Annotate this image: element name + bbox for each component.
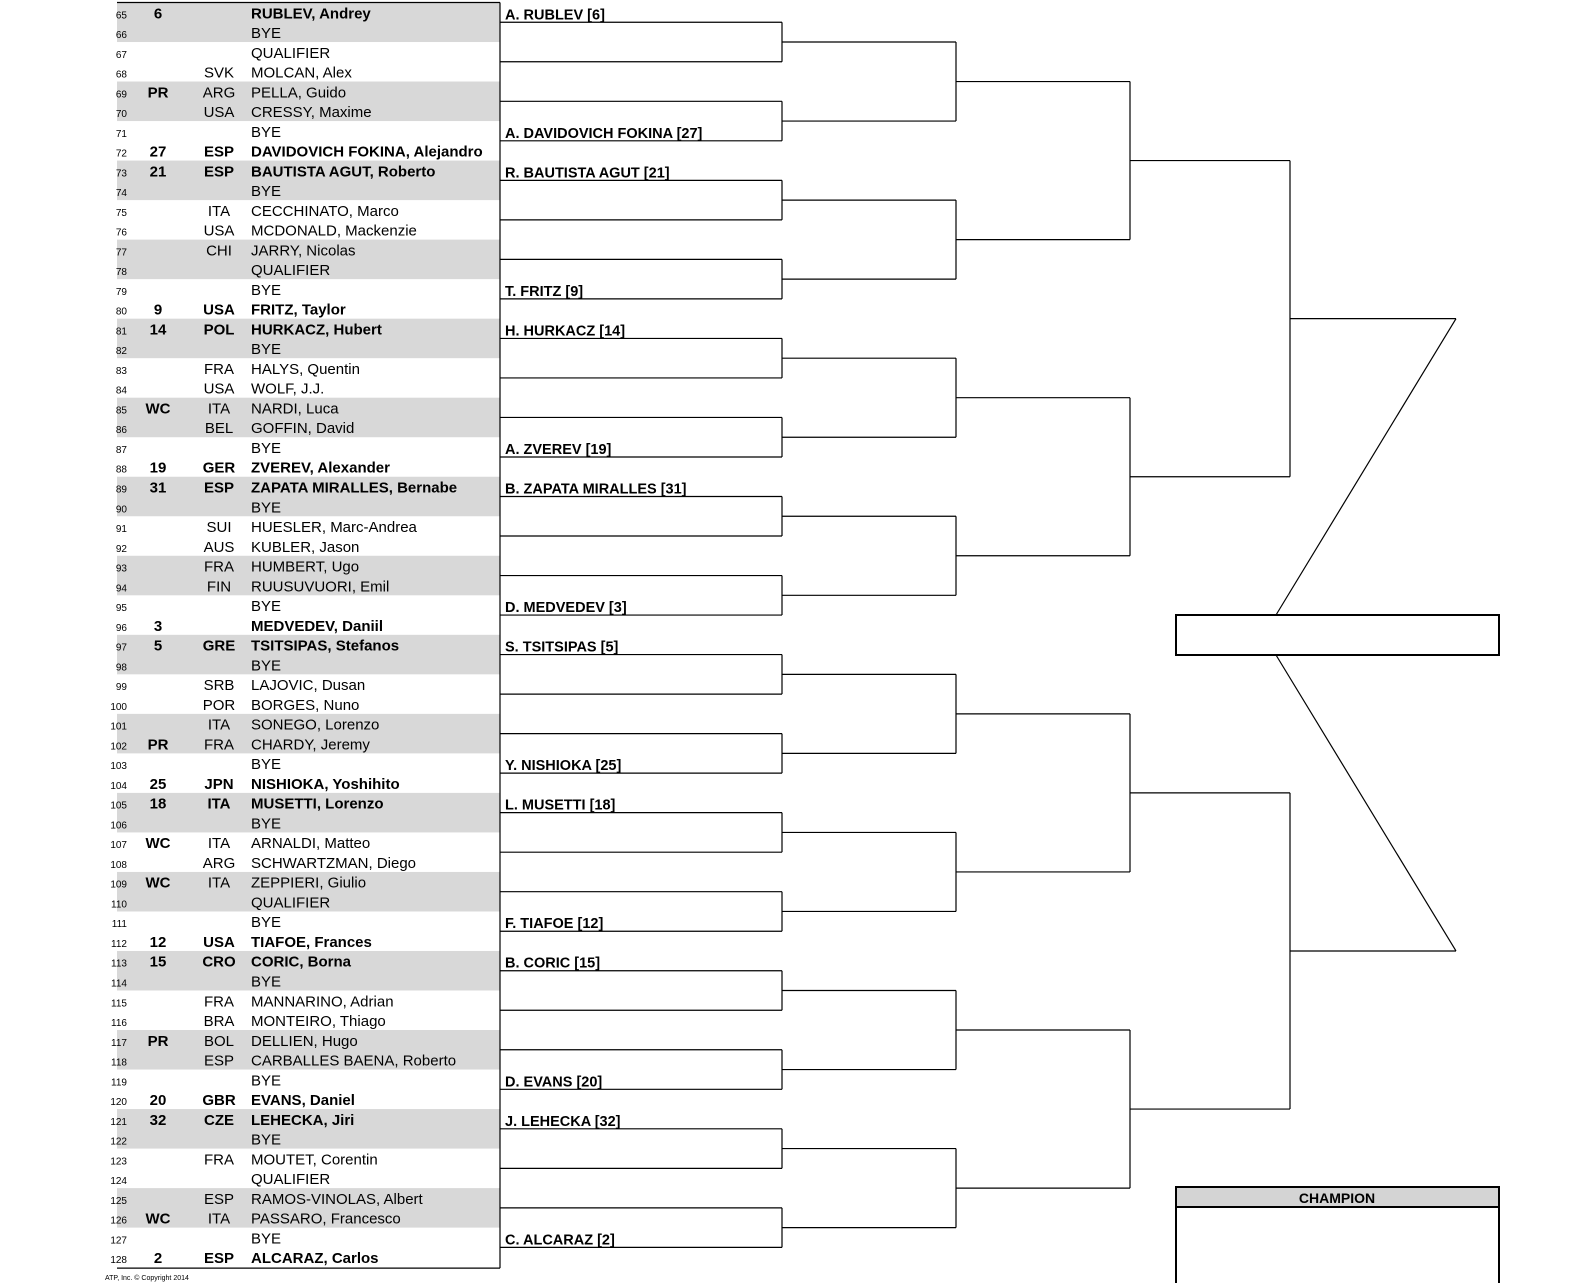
seed-label: WC [145,874,171,892]
country-code: ARG [202,854,236,872]
seed-label: 6 [153,5,163,23]
country-code: ARG [202,84,236,102]
player-name: SCHWARTZMAN, Diego [251,854,417,872]
player-name: PELLA, Guido [251,84,347,102]
player-row [110,756,281,773]
round2-winner: B. CORIC [15] [505,955,601,972]
country-code: ESP [203,143,235,161]
player-name: BYE [251,341,282,359]
player-name: LEHECKA, Jiri [251,1111,355,1129]
seed-label: WC [145,1210,171,1228]
draw-number: 96 [115,622,127,634]
champion-box [1176,1187,1499,1283]
draw-number: 95 [115,603,127,615]
country-code: ESP [203,479,235,497]
player-name: LAJOVIC, Dusan [251,677,366,695]
player-name: BORGES, Nuno [251,696,360,714]
player-row [110,1250,378,1267]
player-name: QUALIFIER [251,44,331,62]
round2-winner: L. MUSETTI [18] [505,797,616,814]
seed-label: 15 [149,953,167,971]
player-row [110,855,416,872]
country-code: USA [203,933,235,951]
final-box [1176,615,1499,655]
draw-number: 71 [115,128,127,140]
round2-winner: J. LEHECKA [32] [505,1113,621,1130]
player-name: CHARDY, Jeremy [251,736,370,754]
player-name: BYE [251,281,282,299]
player-row [116,65,352,82]
country-code: ITA [207,1210,231,1228]
player-row [116,539,360,556]
player-name: GOFFIN, David [251,420,355,438]
seed-label: 5 [153,637,163,655]
player-name: QUALIFIER [251,1171,331,1189]
player-name: TIAFOE, Frances [251,933,372,951]
player-row [116,361,360,378]
player-row [116,124,281,141]
player-name: QUALIFIER [251,262,331,280]
draw-number: 85 [115,405,127,417]
player-row [116,618,383,635]
seed-label: 32 [149,1111,167,1129]
draw-number: 87 [115,444,127,456]
country-code: ITA [207,202,231,220]
draw-number: 70 [115,109,127,121]
draw-number: 118 [111,1057,127,1069]
draw-number: 68 [115,69,127,81]
country-code: AUS [203,538,235,556]
draw-number: 91 [115,524,127,536]
round2-winner: S. TSITSIPAS [5] [505,639,619,656]
player-name: BYE [251,499,282,517]
seed-label: 25 [149,775,167,793]
player-row [110,1171,330,1188]
seed-label: WC [145,400,171,418]
country-code: POL [203,321,235,339]
player-name: NISHIOKA, Yoshihito [251,775,400,793]
player-name: HURKACZ, Hubert [251,321,382,339]
round2-winner: F. TIAFOE [12] [505,916,604,933]
draw-number: 76 [115,227,127,239]
champion-label: CHAMPION [1298,1190,1376,1206]
country-code: ESP [203,1052,235,1070]
draw-number: 116 [111,1018,127,1030]
player-name: BYE [251,1230,282,1248]
player-row [111,934,372,951]
player-name: HUMBERT, Ugo [251,558,360,576]
country-code: BEL [204,420,234,438]
player-name: ZVEREV, Alexander [251,459,390,477]
player-row [116,400,339,417]
draw-number: 106 [110,820,127,832]
player-name: RAMOS-VINOLAS, Albert [251,1190,423,1208]
round-2-advancers [505,7,703,1248]
player-name: CECCHINATO, Marco [251,202,399,220]
draw-number: 124 [110,1176,127,1188]
seed-label: 21 [149,163,167,181]
player-row [116,84,346,101]
draw-number: 81 [115,326,127,338]
player-name: KUBLER, Jason [251,538,360,556]
round2-winner: A. DAVIDOVICH FOKINA [27] [505,125,703,142]
country-code: BRA [203,1013,235,1031]
player-name: BYE [251,914,282,932]
draw-number: 99 [115,682,127,694]
country-code: ITA [207,716,231,734]
country-code: FRA [204,993,234,1011]
country-code: FRA [204,1151,234,1169]
seed-label: PR [147,1032,169,1050]
draw-number: 84 [115,385,127,397]
player-row [116,163,436,180]
seed-label: 27 [149,143,167,161]
player-name: MEDVEDEV, Daniil [251,617,383,635]
player-name: MCDONALD, Mackenzie [251,222,417,240]
draw-number: 94 [115,583,127,595]
country-code: JPN [204,775,234,793]
draw-number: 102 [110,741,127,753]
draw-number: 127 [110,1235,127,1247]
country-code: GBR [202,1092,236,1110]
draw-number: 80 [115,306,127,318]
round2-winner: H. HURKACZ [14] [505,323,626,340]
player-name: TSITSIPAS, Stefanos [251,637,400,655]
player-row [116,460,390,477]
player-name: MANNARINO, Adrian [251,993,394,1011]
player-row [110,1211,400,1228]
country-code: BOL [203,1032,235,1050]
country-code: POR [202,696,236,714]
player-row [110,1092,355,1109]
country-code: ESP [203,1250,235,1268]
draw-number: 105 [110,800,127,812]
player-row [116,598,281,615]
seed-label: 12 [149,933,167,951]
player-name: ALCARAZ, Carlos [251,1250,379,1268]
player-name: MOUTET, Corentin [251,1151,378,1169]
player-name: BYE [251,1072,282,1090]
draw-number: 110 [111,899,127,911]
player-name: BYE [251,598,282,616]
seed-label: 31 [149,479,167,497]
draw-number: 74 [115,188,127,200]
country-code: FRA [204,558,234,576]
draw-number: 72 [115,148,127,160]
seed-label: 14 [149,321,167,339]
draw-number: 67 [115,49,127,61]
player-name: BYE [251,25,282,43]
player-row [116,45,330,62]
player-name: ZEPPIERI, Giulio [251,874,367,892]
draw-number: 115 [111,998,127,1010]
draw-number: 114 [111,978,127,990]
draw-number: 107 [110,840,127,852]
draw-number: 112 [111,938,127,950]
player-name: ZAPATA MIRALLES, Bernabe [251,479,458,497]
player-name: HALYS, Quentin [251,360,360,378]
draw-number: 86 [115,425,127,437]
final-diagonal-top [1276,319,1456,615]
seed-label: 20 [149,1092,167,1110]
player-name: WOLF, J.J. [251,380,325,398]
player-name: BYE [251,756,282,774]
player-row [116,203,399,220]
player-row [116,519,418,536]
player-row [116,638,399,655]
draw-number: 65 [115,10,127,22]
draw-number: 108 [110,859,127,871]
seed-label: PR [147,736,169,754]
country-code: USA [203,104,235,122]
draw-number: 101 [110,721,127,733]
country-code: CRO [202,953,236,971]
seed-label: 18 [149,795,167,813]
draw-number: 77 [115,247,127,259]
player-name: BYE [251,1131,282,1149]
round2-winner: A. RUBLEV [6] [505,7,605,24]
player-row [112,914,281,931]
draw-number: 128 [110,1255,127,1267]
seed-label: 9 [153,301,163,319]
player-name: BYE [251,183,282,201]
round2-winner: D. MEDVEDEV [3] [505,600,627,617]
player-row [110,1230,281,1247]
player-row [110,1151,377,1168]
round2-winner: A. ZVEREV [19] [505,441,612,458]
player-name: FRITZ, Taylor [251,301,346,319]
player-name: NARDI, Luca [251,400,339,418]
round2-winner: B. ZAPATA MIRALLES [31] [505,481,687,498]
country-code: SVK [203,64,235,82]
draw-number: 89 [115,484,127,496]
draw-number: 109 [110,879,127,891]
draw-number: 104 [110,780,127,792]
player-row [116,302,346,319]
round2-winner: T. FRITZ [9] [505,283,584,300]
draw-number: 113 [111,958,127,970]
draw-number: 97 [115,642,127,654]
player-row [116,282,281,299]
seed-label: 19 [149,459,167,477]
player-row [110,776,399,793]
country-code: SUI [206,519,232,537]
country-code: ITA [207,400,231,418]
player-name: MUSETTI, Lorenzo [251,795,384,813]
draw-number: 119 [111,1077,127,1089]
player-name: BYE [251,973,282,991]
country-code: FRA [204,360,234,378]
country-code: GER [202,459,236,477]
player-name: CARBALLES BAENA, Roberto [251,1052,457,1070]
draw-number: 78 [115,267,127,279]
player-name: CORIC, Borna [251,953,352,971]
round2-winner: C. ALCARAZ [2] [505,1232,615,1249]
draw-number: 66 [115,30,127,42]
country-code: ESP [203,163,235,181]
country-code: CHI [206,242,232,260]
player-name: BAUTISTA AGUT, Roberto [251,163,436,181]
draw-number: 93 [115,563,127,575]
draw-number: 69 [115,89,127,101]
player-name: BYE [251,123,282,141]
draw-number: 82 [115,346,127,358]
country-code: ITA [207,874,231,892]
player-name: DAVIDOVICH FOKINA, Alejandro [251,143,483,161]
player-row [111,993,394,1010]
player-row [111,1072,281,1089]
player-name: DELLIEN, Hugo [251,1032,358,1050]
player-row [116,144,483,161]
player-name: PASSARO, Francesco [251,1210,401,1228]
player-row [110,697,359,714]
draw-number: 121 [110,1116,127,1128]
draw-number: 126 [110,1215,127,1227]
draw-number: 123 [110,1156,127,1168]
player-row [116,223,417,240]
player-name: MONTEIRO, Thiago [251,1013,386,1031]
draw-number: 122 [110,1136,127,1148]
draw-number: 100 [110,701,127,713]
country-code: GRE [202,637,236,655]
country-code: SRB [203,677,235,695]
copyright-footer: ATP, Inc. © Copyright 2014 [105,1275,189,1282]
draw-number: 83 [115,365,127,377]
player-name: MOLCAN, Alex [251,64,352,82]
draw-number: 103 [110,761,127,773]
final-slot [1176,615,1499,655]
player-name: CRESSY, Maxime [251,104,372,122]
player-name: BYE [251,657,282,675]
round2-winner: Y. NISHIOKA [25] [505,758,622,775]
player-name: BYE [251,815,282,833]
draw-number: 117 [111,1037,127,1049]
seed-label: 3 [153,617,163,635]
country-code: USA [203,380,235,398]
draw-number: 90 [115,504,127,516]
country-code: ITA [207,795,231,813]
round2-winner: R. BAUTISTA AGUT [21] [505,165,670,182]
draw-number: 79 [115,286,127,298]
country-code: FRA [204,736,234,754]
country-code: USA [203,222,235,240]
player-row [110,835,370,852]
draw-number: 73 [115,168,127,180]
draw-number: 75 [115,207,127,219]
country-code: ITA [207,835,231,853]
player-row [116,440,281,457]
draw-number: 120 [110,1097,127,1109]
country-code: FIN [206,578,232,596]
country-code: CZE [204,1111,234,1129]
seed-label: WC [145,835,171,853]
player-name: ARNALDI, Matteo [251,835,371,853]
round2-winner: D. EVANS [20] [505,1074,603,1091]
draw-number: 111 [111,919,127,931]
draw-number: 92 [115,543,127,555]
country-code: ESP [203,1190,235,1208]
seed-label: PR [147,84,169,102]
draw-number: 88 [115,464,127,476]
player-name: JARRY, Nicolas [251,242,356,260]
player-name: BYE [251,439,282,457]
player-row [116,677,365,694]
player-name: EVANS, Daniel [251,1092,355,1110]
player-row [111,1013,386,1030]
player-name: HUESLER, Marc-Andrea [251,519,417,537]
champion-slot [1176,1207,1499,1283]
draw-number: 125 [110,1195,127,1207]
player-row [116,381,324,398]
final-diagonal-bottom [1276,655,1456,951]
player-name: SONEGO, Lorenzo [251,716,380,734]
player-name: RUBLEV, Andrey [251,5,371,23]
draw-number: 98 [115,662,127,674]
player-name: QUALIFIER [251,894,331,912]
player-name: RUUSUVUORI, Emil [251,578,390,596]
seed-label: 2 [153,1250,163,1268]
country-code: USA [203,301,235,319]
